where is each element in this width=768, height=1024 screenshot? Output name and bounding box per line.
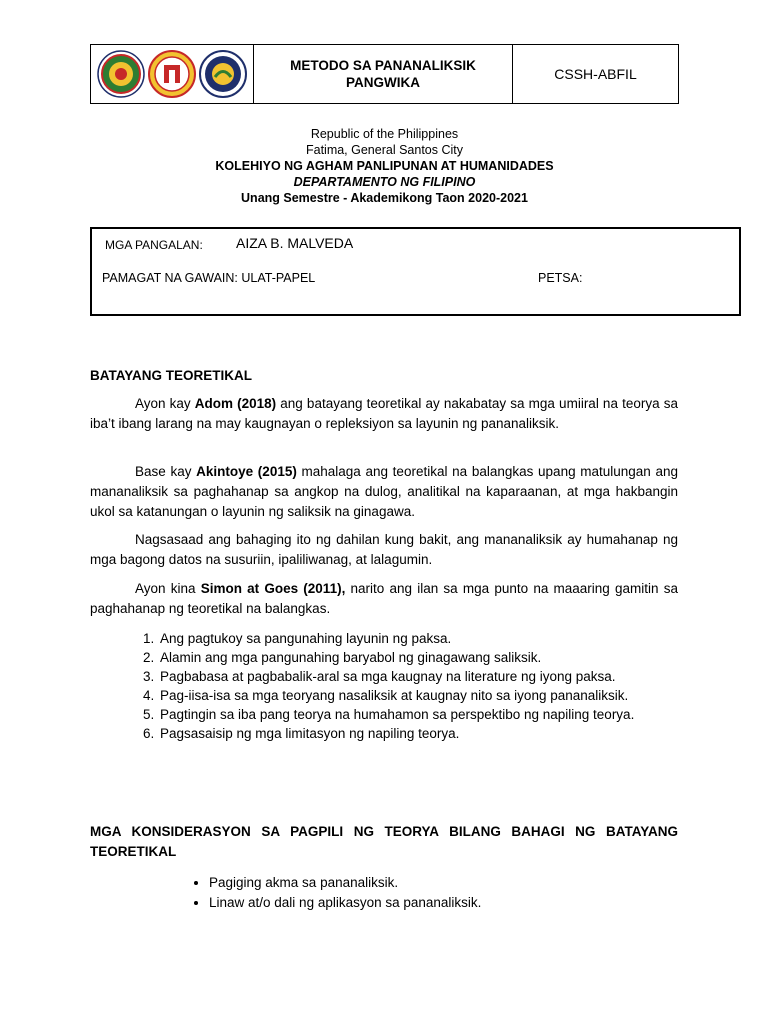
list-item: • Pagiging akma sa pananaliksik. — [209, 873, 678, 893]
country-line: Republic of the Philippines — [310, 127, 459, 141]
section-heading-konsiderasyon: MGA KONSIDERASYON SA PAGPILI NG TEORYA BILANG BAHAGI NG BATAYANG TEORETIKAL — [90, 824, 678, 859]
university-seal-logo — [97, 50, 145, 98]
paragraph-adom: Ayon kay Adom (2018) ang batayang teoretikal ay nakabatay sa mga umiiral na teorya sa iba’t ibang larang na may kaugnayan o repleksiyon sa layunin ng pananaliksik. — [90, 396, 678, 431]
activity-title-label: PAMAGAT NA GAWAIN: ULAT-PAPEL — [102, 271, 316, 285]
department-seal-logo — [199, 50, 247, 98]
course-code: CSSH-ABFIL — [554, 66, 637, 82]
college-seal-logo — [148, 50, 196, 98]
names-value: AIZA B. MALVEDA — [236, 235, 354, 251]
list-item: 6. Pagsasaisip ng mga limitasyon ng napiling teorya. — [158, 724, 678, 743]
city-line: Fatima, General Santos City — [305, 143, 463, 157]
names-label: MGA PANGALAN: — [105, 238, 203, 252]
document-header — [90, 44, 679, 104]
department-line: DEPARTAMENTO NG FILIPINO — [293, 175, 476, 189]
numbered-list — [90, 629, 678, 743]
list-item: 3. Pagbabasa at pagbabalik-aral sa mga kaugnay na literature ng iyong paksa. — [158, 667, 678, 686]
section-heading-batayang-teoretikal: BATAYANG TEORETIKAL — [90, 368, 253, 383]
semester-line: Unang Semestre - Akademikong Taon 2020-2021 — [241, 191, 528, 205]
bullet-list — [90, 873, 678, 913]
list-item: • Linaw at/o dali ng aplikasyon sa pananaliksik. — [209, 893, 678, 913]
date-label: PETSA: — [538, 271, 583, 285]
paragraph-nagsasaad: Nagsasaad ang bahaging ito ng dahilan kung bakit, ang mananaliksik ay humahanap ng mga bagong datos na susuriin, ipaliliwanag, at lalagumin. — [90, 532, 678, 567]
logo-cell — [91, 45, 254, 103]
institution-block — [90, 126, 679, 206]
paragraph-akintoye: Base kay Akintoye (2015) mahalaga ang teoretikal na balangkas upang matulungan ang mananaliksik sa paghahanap sa angkop na dulog, analitikal na kaparaanan, at mga hakbangin ukol sa katanungan o layunin ng saliksik na ginagawa. — [90, 464, 678, 519]
course-title: METODO SA PANANALIKSIK PANGWIKA — [254, 45, 513, 103]
list-item: 5. Pagtingin sa iba pang teorya na humahamon sa perspektibo ng napiling teorya. — [158, 705, 678, 724]
list-item: 2. Alamin ang mga pangunahing baryabol ng ginagawang saliksik. — [158, 648, 678, 667]
info-box — [90, 227, 741, 316]
paragraph-simon-goes: Ayon kina Simon at Goes (2011), narito ang ilan sa mga punto na maaaring gamitin sa paghahanap ng teoretikal na balangkas. — [90, 581, 678, 616]
list-item: 4. Pag-iisa-isa sa mga teoryang nasaliksik at kaugnay nito sa iyong pananaliksik. — [158, 686, 678, 705]
list-item: 1. Ang pagtukoy sa pangunahing layunin ng paksa. — [158, 629, 678, 648]
college-line: KOLEHIYO NG AGHAM PANLIPUNAN AT HUMANIDADES — [215, 159, 554, 173]
